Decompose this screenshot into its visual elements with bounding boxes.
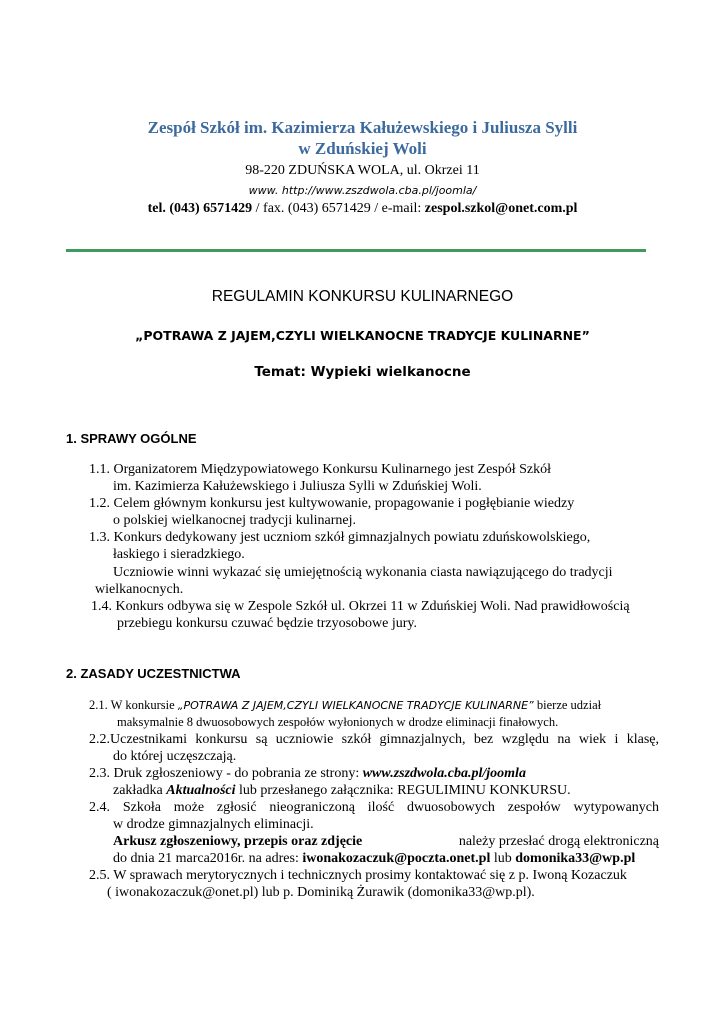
- para-1-3-line2: łaskiego i sieradzkiego.: [113, 547, 245, 562]
- registration-link[interactable]: www.zszdwola.cba.pl/joomla: [362, 766, 526, 781]
- para-2-4-line2: w drodze gimnazjalnych eliminacji.: [113, 817, 314, 832]
- contest-subtitle: „POTRAWA Z JAJEM,CZYLI WIELKANOCNE TRADYCJE KULINARNE”: [135, 328, 590, 343]
- fax-text: / fax. (043) 6571429 / e-mail:: [252, 201, 425, 216]
- para-1-3-line3: Uczniowie winni wykazać się umiejętnością wykonania ciasta nawiązującego do tradycji: [113, 565, 613, 580]
- para-2-5-line2: ( iwonakozaczuk@onet.pl) lub p. Dominiką Żurawik (domonika33@wp.pl).: [107, 885, 535, 900]
- para-2-4-line3: Arkusz zgłoszeniowy, przepis oraz zdjęcie należy przesłać drogą elektroniczną: [113, 834, 659, 849]
- school-email: zespol.szkol@onet.com.pl: [424, 201, 578, 216]
- para-2-1-line2: maksymalnie 8 dwuosobowych zespołów wyłonionych w drodze eliminacji finałowych.: [117, 715, 559, 729]
- header-divider: [66, 249, 646, 252]
- para-2-2-line1: 2.2.Uczestnikami konkursu są uczniowie szkół gimnazjalnych, bez względu na wiek i klasę,: [89, 732, 659, 747]
- para-2-4-line4: do dnia 21 marca2016r. na adres: iwonakozaczuk@poczta.onet.pl lub domonika33@wp.pl: [113, 851, 636, 866]
- document-title: REGULAMIN KONKURSU KULINARNEGO: [211, 288, 514, 305]
- para-2-3-line1: 2.3. Druk zgłoszeniowy - do pobrania ze strony: www.zszdwola.cba.pl/joomla: [89, 766, 526, 781]
- para-1-2-line1: 1.2. Celem głównym konkursu jest kultywowanie, propagowanie i pogłębianie wiedzy: [89, 496, 575, 511]
- email-dominika[interactable]: domonika33@wp.pl: [515, 851, 636, 866]
- school-website: www. http://www.zszdwola.cba.pl/joomla/: [248, 184, 477, 197]
- para-1-3-line4: wielkanocnych.: [95, 582, 184, 597]
- para-1-1-line2: im. Kazimierza Kałużewskiego i Juliusza Sylli w Zduńskiej Woli.: [113, 479, 482, 494]
- para-2-5-line1: 2.5. W sprawach merytorycznych i technicznych prosimy kontaktować się z p. Iwoną Kozaczuk: [89, 868, 627, 883]
- phone-number: tel. (043) 6571429: [147, 201, 253, 216]
- news-tab-name: Aktualności: [166, 783, 236, 798]
- email-iwona[interactable]: iwonakozaczuk@poczta.onet.pl: [302, 851, 491, 866]
- school-name-line2: w Zduńskiej Woli: [298, 139, 427, 158]
- para-2-1-line1: 2.1. W konkursie „POTRAWA Z JAJEM,CZYLI WIELKANOCNE TRADYCJE KULINARNE” bierze udział: [89, 698, 602, 712]
- para-1-2-line2: o polskiej wielkanocnej tradycji kulinarnej.: [113, 513, 356, 528]
- school-name-line1: Zespół Szkół im. Kazimierza Kałużewskiego i Juliusza Sylli: [147, 118, 578, 137]
- contest-name-italic: „POTRAWA Z JAJEM,CZYLI WIELKANOCNE TRADYCJE KULINARNE”: [177, 699, 534, 712]
- submission-items: Arkusz zgłoszeniowy, przepis oraz zdjęcie: [113, 834, 363, 849]
- para-1-1-line1: 1.1. Organizatorem Międzypowiatowego Konkursu Kulinarnego jest Zespół Szkół: [89, 462, 552, 477]
- para-2-3-line2: zakładka Aktualności lub przesłanego załącznika: REGULIMINU KONKURSU.: [113, 783, 571, 798]
- section-1-heading: 1. SPRAWY OGÓLNE: [66, 431, 197, 446]
- para-1-4-line2: przebiegu konkursu czuwać będzie trzyosobowe jury.: [117, 616, 417, 631]
- school-address: 98-220 ZDUŃSKA WOLA, ul. Okrzei 11: [245, 163, 480, 178]
- contact-line: [0, 201, 725, 217]
- para-2-2-line2: do której uczęszczają.: [113, 749, 237, 764]
- para-1-3-line1: 1.3. Konkurs dedykowany jest uczniom szkół gimnazjalnych powiatu zduńskowolskiego,: [89, 530, 591, 545]
- section-2-heading: 2. ZASADY UCZESTNICTWA: [66, 666, 241, 681]
- para-2-4-line1: 2.4. Szkoła może zgłosić nieograniczoną ilość dwuosobowych zespołów wytypowanych: [89, 800, 659, 815]
- contest-topic: Temat: Wypieki wielkanocne: [254, 364, 471, 380]
- para-1-4-line1: 1.4. Konkurs odbywa się w Zespole Szkół ul. Okrzei 11 w Zduńskiej Woli. Nad prawidłowością: [91, 599, 630, 614]
